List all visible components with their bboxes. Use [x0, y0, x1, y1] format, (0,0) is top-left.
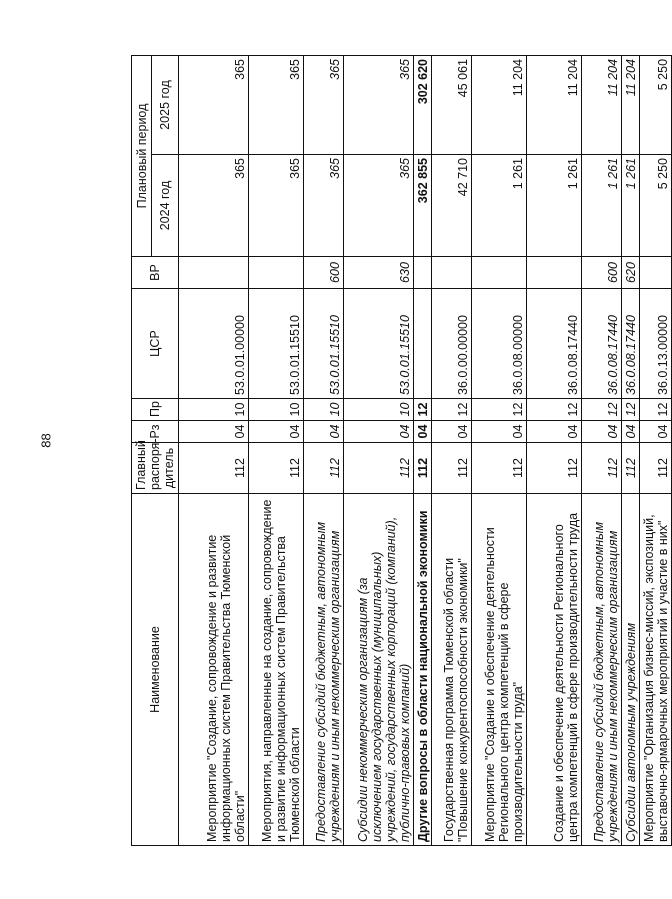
- cell-vr: 600: [304, 257, 344, 289]
- header-manager: Главный распоря-дитель: [132, 443, 179, 494]
- cell-2025: 11 204: [582, 55, 622, 154]
- cell-manager: 112: [640, 443, 672, 494]
- table-row: [472, 55, 527, 845]
- cell-manager: 112: [344, 443, 414, 494]
- cell-csr: 53.0.01.00000: [179, 289, 249, 399]
- cell-vr: [249, 257, 304, 289]
- cell-rz: 04: [527, 421, 582, 443]
- cell-rz: 04: [622, 421, 640, 443]
- cell-2025: 365: [304, 55, 344, 154]
- cell-name: Мероприятие "Организация бизнес-миссий, экспозиций, выставочно-ярмарочных мероприятий и участие в них": [640, 494, 672, 846]
- cell-rz: 04: [344, 421, 414, 443]
- cell-2025: 11 204: [527, 55, 582, 154]
- table-row: [622, 55, 640, 845]
- cell-rz: 04: [472, 421, 527, 443]
- cell-2025: 365: [179, 55, 249, 154]
- cell-name: Предоставление субсидий бюджетным, автономным учреждениям и иным некоммерческим организациям: [582, 494, 622, 846]
- cell-pr: 12: [414, 399, 432, 421]
- cell-2024: 1 261: [472, 155, 527, 257]
- table-row: [527, 55, 582, 845]
- cell-manager: 112: [527, 443, 582, 494]
- cell-name: Субсидии автономным учреждениям: [622, 494, 640, 846]
- budget-table-rotated: [131, 56, 670, 846]
- cell-pr: 12: [622, 399, 640, 421]
- table-row: [640, 55, 672, 845]
- cell-2025: 365: [249, 55, 304, 154]
- cell-2025: 365: [344, 55, 414, 154]
- cell-2025: 11 204: [622, 55, 640, 154]
- cell-manager: 112: [582, 443, 622, 494]
- cell-name: Мероприятие "Создание, сопровождение и развитие информационных систем Правительства Тюменской области": [179, 494, 249, 846]
- cell-manager: 112: [414, 443, 432, 494]
- cell-vr: [472, 257, 527, 289]
- cell-manager: 112: [249, 443, 304, 494]
- cell-vr: [179, 257, 249, 289]
- table-row: [249, 55, 304, 845]
- header-vr: ВР: [132, 257, 179, 289]
- cell-pr: 12: [640, 399, 672, 421]
- header-pr: Пр: [132, 399, 179, 421]
- cell-rz: 04: [640, 421, 672, 443]
- cell-rz: 04: [414, 421, 432, 443]
- cell-csr: 36.0.08.17440: [622, 289, 640, 399]
- cell-manager: 112: [432, 443, 472, 494]
- cell-manager: 112: [179, 443, 249, 494]
- cell-name: Субсидии некоммерческим организациям (за исключением государственных (муниципальных) учреждений, государственных корпораций (компаний), публично-правовых компаний): [344, 494, 414, 846]
- cell-rz: 04: [304, 421, 344, 443]
- cell-manager: 112: [472, 443, 527, 494]
- table-header: [132, 55, 179, 845]
- page-number: 88: [38, 433, 54, 448]
- cell-2024: 1 261: [527, 155, 582, 257]
- cell-2024: 365: [249, 155, 304, 257]
- cell-rz: 04: [582, 421, 622, 443]
- cell-vr: 600: [582, 257, 622, 289]
- cell-2024: 365: [344, 155, 414, 257]
- cell-vr: [527, 257, 582, 289]
- table-row: [344, 55, 414, 845]
- cell-pr: 10: [249, 399, 304, 421]
- cell-csr: 36.0.08.17440: [527, 289, 582, 399]
- cell-name: Создание и обеспечение деятельности Регионального центра компетенций в сфере производительности труда: [527, 494, 582, 846]
- cell-pr: 12: [432, 399, 472, 421]
- cell-csr: 53.0.01.15510: [249, 289, 304, 399]
- cell-csr: 36.0.08.00000: [472, 289, 527, 399]
- cell-csr: 53.0.01.15510: [304, 289, 344, 399]
- cell-manager: 112: [304, 443, 344, 494]
- table-row: [582, 55, 622, 845]
- cell-csr: [414, 289, 432, 399]
- header-2025: 2025 год: [152, 55, 179, 154]
- cell-pr: 12: [582, 399, 622, 421]
- cell-pr: 10: [304, 399, 344, 421]
- cell-pr: 10: [179, 399, 249, 421]
- table-row: [414, 55, 432, 845]
- budget-table: [131, 55, 672, 846]
- cell-2024: 365: [304, 155, 344, 257]
- cell-csr: 36.0.08.17440: [582, 289, 622, 399]
- cell-2025: 5 250: [640, 55, 672, 154]
- cell-manager: 112: [622, 443, 640, 494]
- cell-name: Другие вопросы в области национальной экономики: [414, 494, 432, 846]
- cell-name: Предоставление субсидий бюджетным, автономным учреждениям и иным некоммерческим организациям: [304, 494, 344, 846]
- cell-pr: 10: [344, 399, 414, 421]
- header-2024: 2024 год: [152, 155, 179, 257]
- cell-vr: [432, 257, 472, 289]
- cell-csr: 36.0.00.00000: [432, 289, 472, 399]
- cell-name: Мероприятия, направленные на создание, сопровождение и развитие информационных систем Правительства Тюменской области: [249, 494, 304, 846]
- cell-vr: [640, 257, 672, 289]
- cell-rz: 04: [249, 421, 304, 443]
- cell-2025: 45 061: [432, 55, 472, 154]
- cell-csr: 36.0.13.00000: [640, 289, 672, 399]
- table-body: [179, 55, 672, 845]
- cell-vr: [414, 257, 432, 289]
- cell-2024: 5 250: [640, 155, 672, 257]
- header-rz: Рз: [132, 421, 179, 443]
- cell-rz: 04: [179, 421, 249, 443]
- cell-pr: 12: [472, 399, 527, 421]
- cell-name: Государственная программа Тюменской области "Повышение конкурентоспособности экономики": [432, 494, 472, 846]
- header-csr: ЦСР: [132, 289, 179, 399]
- cell-2024: 1 261: [582, 155, 622, 257]
- cell-2025: 302 620: [414, 55, 432, 154]
- table-row: [179, 55, 249, 845]
- table-row: [432, 55, 472, 845]
- cell-2024: 42 710: [432, 155, 472, 257]
- cell-csr: 53.0.01.15510: [344, 289, 414, 399]
- cell-2024: 362 855: [414, 155, 432, 257]
- cell-name: Мероприятие "Создание и обеспечение деятельности Регионального центра компетенций в сфере производительности труда": [472, 494, 527, 846]
- cell-2025: 11 204: [472, 55, 527, 154]
- cell-vr: 630: [344, 257, 414, 289]
- cell-2024: 1 261: [622, 155, 640, 257]
- cell-vr: 620: [622, 257, 640, 289]
- cell-pr: 12: [527, 399, 582, 421]
- header-planning-period: Плановый период: [132, 55, 152, 256]
- cell-2024: 365: [179, 155, 249, 257]
- cell-rz: 04: [432, 421, 472, 443]
- header-name: Наименование: [132, 494, 179, 846]
- table-row: [304, 55, 344, 845]
